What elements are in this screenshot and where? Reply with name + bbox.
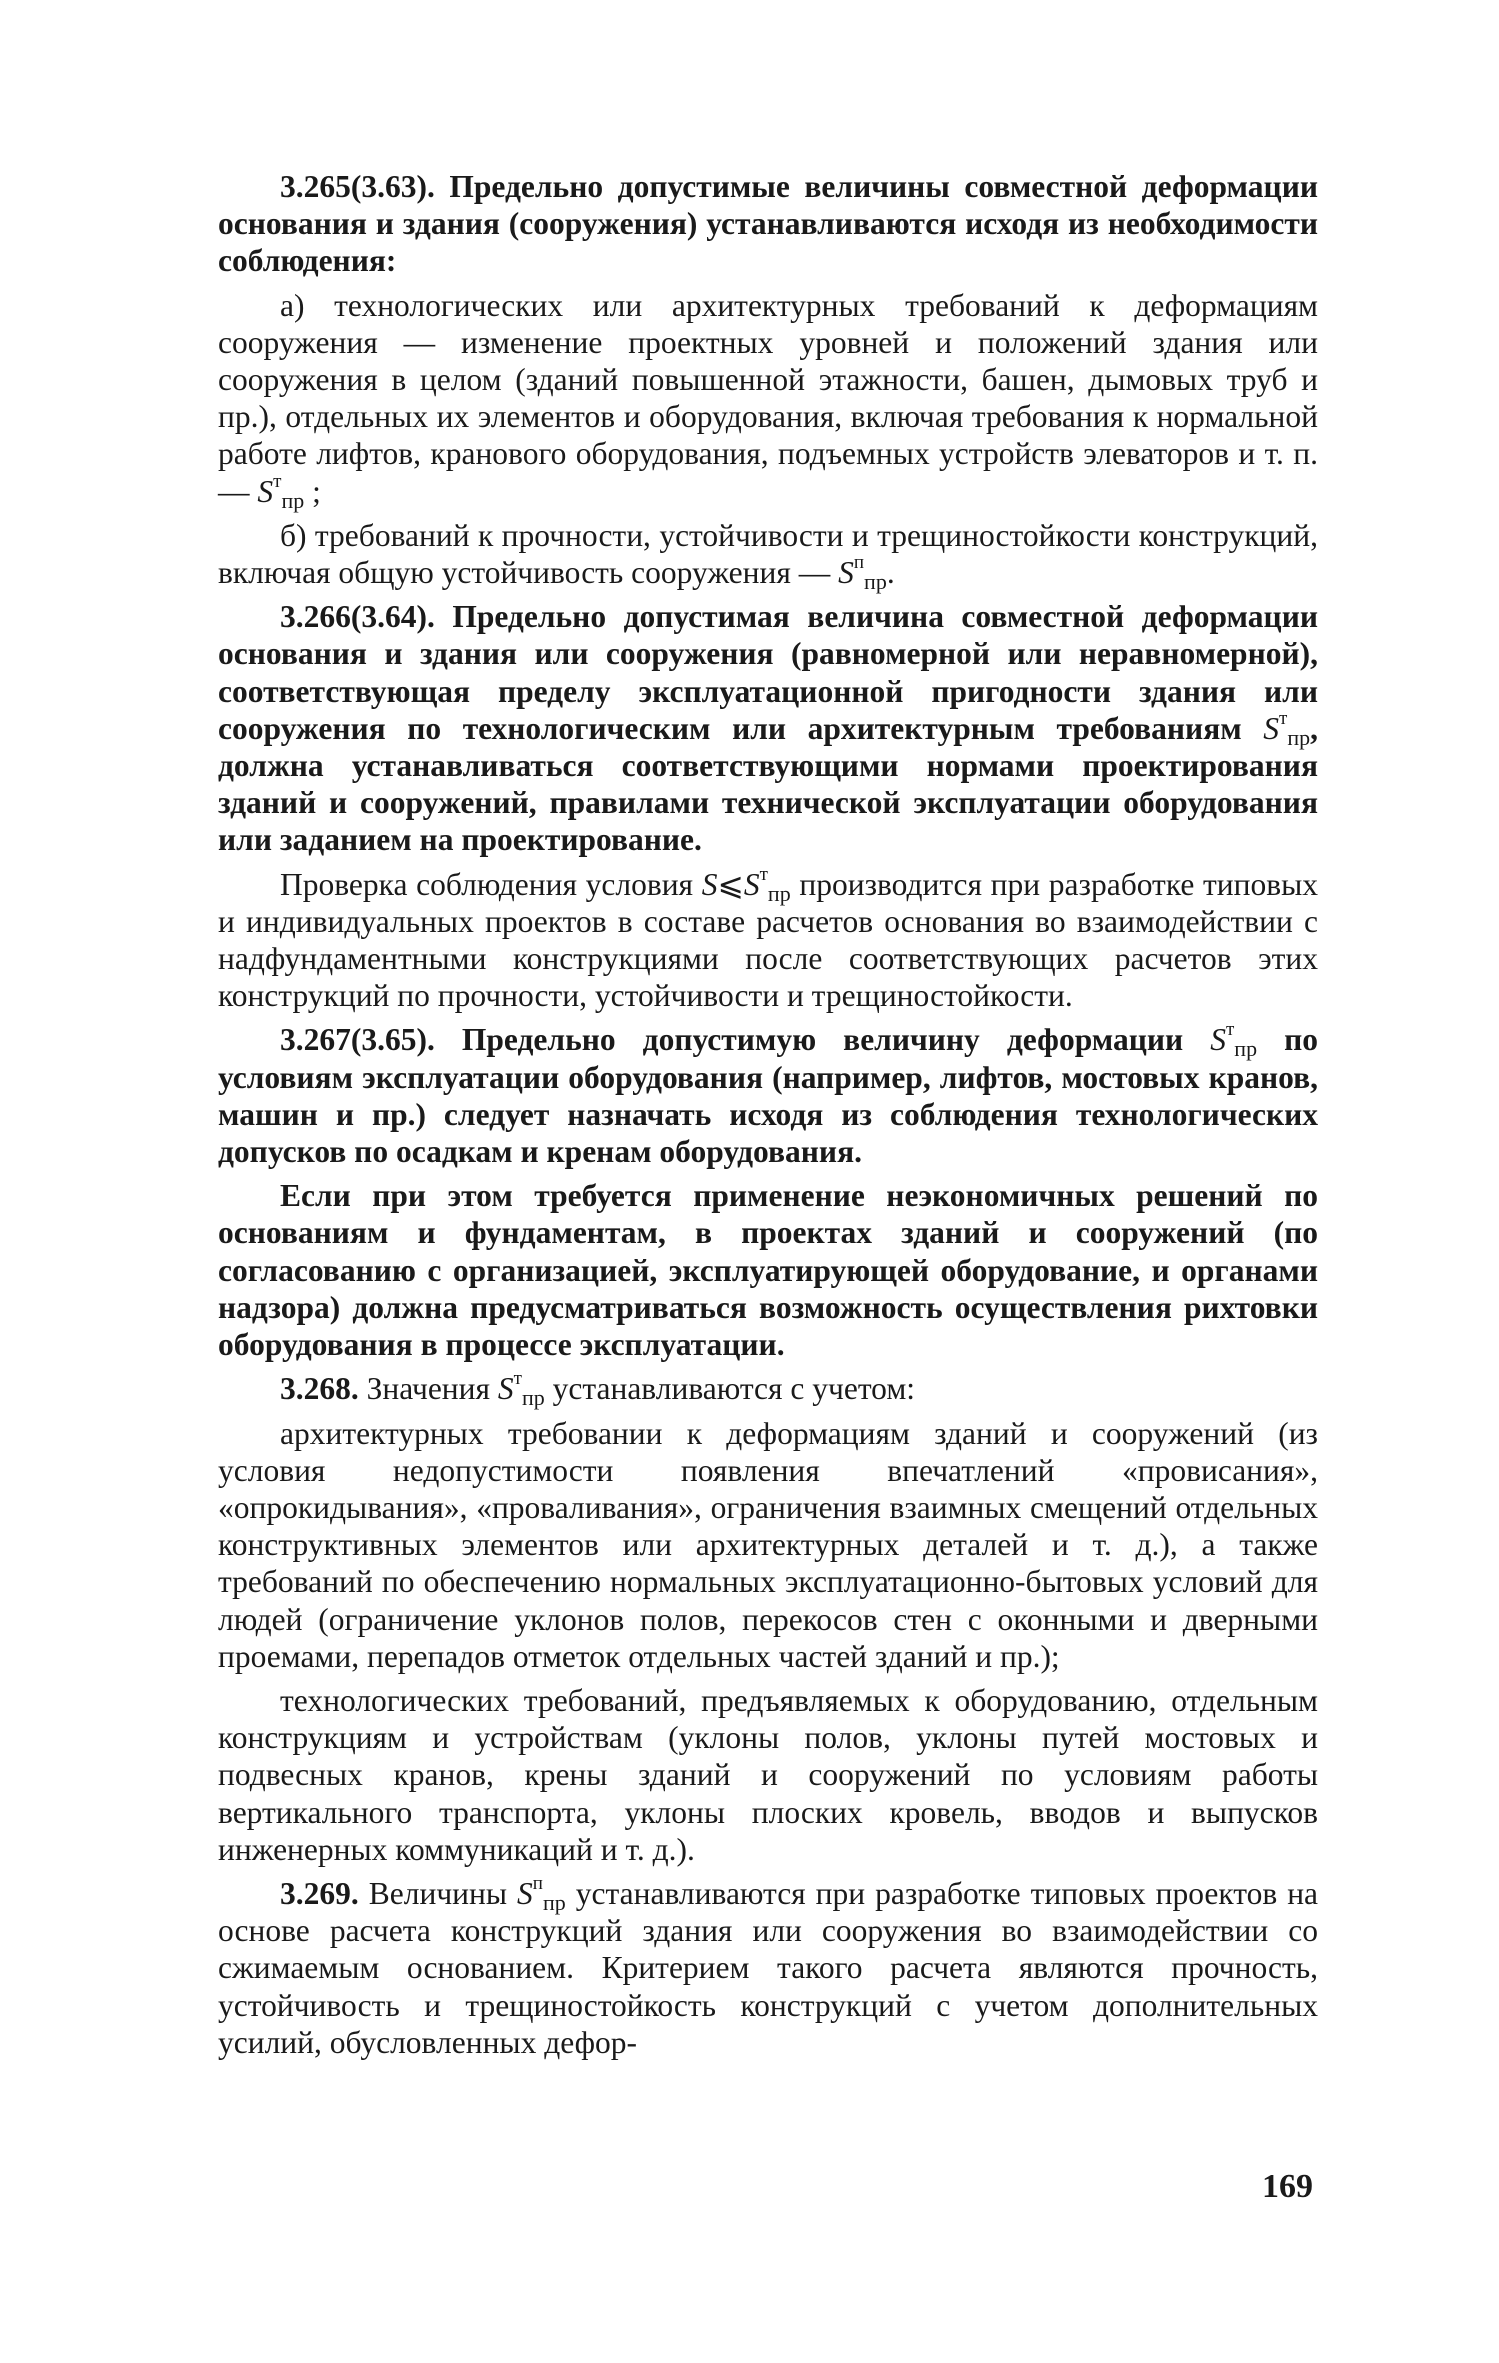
symbol-s-t-pr xyxy=(1210,1019,1258,1062)
symbol-sub: пр xyxy=(767,880,791,906)
symbol-sup: т xyxy=(759,863,768,885)
symbol-condition xyxy=(701,863,791,906)
paragraph-text: , должна устанавливаться соответствующими нормами проектирования зданий и сооружений, правилами технической эксплуатации оборудования или заданием на проектирование. xyxy=(218,710,1319,858)
paragraph-text: Проверка соблюдения условия xyxy=(280,866,694,902)
paragraph-end: ; xyxy=(312,473,321,509)
symbol-letter: S xyxy=(1210,1022,1226,1058)
symbol-sub: пр xyxy=(1287,724,1311,750)
document-page xyxy=(218,168,1318,2068)
symbol-s-p-pr xyxy=(838,552,887,595)
paragraph-3-265 xyxy=(218,168,1318,280)
symbol-sup: п xyxy=(853,552,865,574)
paragraph-architectural xyxy=(218,1415,1318,1675)
paragraph-item-a xyxy=(218,287,1318,513)
paragraph-end: . xyxy=(886,555,895,591)
paragraph-3-268 xyxy=(218,1368,1318,1411)
paragraph-text: Величины xyxy=(368,1875,508,1911)
symbol-sup: т xyxy=(1279,707,1288,729)
paragraph-text: устанавливаются при разработке типовых проектов на основе расчета конструкций здания или сооружения во взаимодействии со сжимаемым основанием. Критерием такого расчета являются прочность, устойчивость и трещиностойкость конструкций с учетом дополнительных усилий, обусловленных дефор- xyxy=(218,1875,1319,2060)
symbol-letter: S xyxy=(497,1371,514,1407)
symbol-leq: ⩽ xyxy=(717,866,744,902)
symbol-s-t-pr xyxy=(257,470,305,513)
symbol-s-p-pr xyxy=(517,1872,566,1915)
page-number: 169 xyxy=(1262,2168,1313,2205)
paragraph-3-266 xyxy=(218,598,1318,858)
paragraph-3-267 xyxy=(218,1021,1318,1170)
symbol-letter: S xyxy=(701,866,718,902)
paragraph-text: Значения xyxy=(366,1371,491,1407)
paragraph-text: 3.265(3.63). Предельно допустимые величины совместной деформации основания и здания (сооружения) устанавливаются исходя из необходимости соблюдения: xyxy=(218,169,1318,279)
paragraph-condition-check xyxy=(218,863,1319,1015)
paragraph-text: Если при этом требуется применение неэкономичных решений по основаниям и фундаментам, в проектах зданий и сооружений (по согласованию с организацией, эксплуатирующей оборудование, и органами надзора) должна предусматриваться возможность осуществления рихтовки оборудования в процессе эксплуатации. xyxy=(218,1178,1318,1363)
symbol-s-t-pr xyxy=(1263,707,1311,750)
symbol-sub: пр xyxy=(1234,1036,1258,1062)
paragraph-text: по условиям эксплуатации оборудования (например, лифтов, мостовых кранов, машин и пр.) следует назначать исходя из соблюдения технологических допусков по осадкам и кренам оборудования. xyxy=(218,1022,1319,1170)
symbol-sub: пр xyxy=(542,1889,566,1915)
paragraph-text: архитектурных требовании к деформациям зданий и сооружений (из условия недопустимости появления впечатлений «провисания», «опрокидывания», «проваливания», ограничения взаимных смещений отдельных конструктивных элементов или архитектурных деталей и т. д.), а также требований по обеспечению нормальных эксплуатационно-бытовых условий для людей (ограничение уклонов полов, перекосов стен с оконными и дверными проемами, перепадов отметок отдельных частей зданий и пр.); xyxy=(218,1415,1318,1674)
paragraph-text: производится при разработке типовых и индивидуальных проектов в составе расчетов основания во взаимодействии с надфундаментными конструкциями после соответствующих расчетов этих конструкций по прочности, устойчивости и трещиностойкости. xyxy=(218,866,1319,1014)
symbol-sup: т xyxy=(513,1368,522,1390)
paragraph-lead: 3.269. xyxy=(280,1875,359,1911)
symbol-sub: пр xyxy=(521,1385,545,1411)
paragraph-text: 3.267(3.65). Предельно допустимую величину деформации xyxy=(280,1022,1184,1058)
symbol-letter: S xyxy=(517,1875,533,1911)
paragraph-text: а) технологических или архитектурных требований к деформациям сооружения — изменение проектных уровней и положений здания или сооружения в целом (зданий повышенной этажности, башен, дымовых труб и пр.), отдельных их элементов и оборудования, включая требования к нормальной работе лифтов, кранового оборудования, подъемных устройств элеваторов и т. п. — xyxy=(218,287,1318,509)
paragraph-text: устанавливаются с учетом: xyxy=(552,1371,916,1407)
paragraph-item-b xyxy=(218,517,1318,595)
symbol-sub: пр xyxy=(864,569,887,595)
paragraph-lead: 3.268. xyxy=(280,1371,359,1407)
symbol-s-t-pr xyxy=(497,1368,545,1411)
symbol-sup: т xyxy=(273,470,282,492)
paragraph-rectification xyxy=(218,1177,1318,1363)
symbol-sub: пр xyxy=(281,487,305,513)
paragraph-text: технологических требований, предъявляемых к оборудованию, отдельным конструкциям и устройствам (уклоны полов, уклоны путей мостовых и подвесных кранов, крены зданий и сооружений по условиям работы вертикального транспорта, уклоны плоских кровель, вводов и выпусков инженерных коммуникаций и т. д.). xyxy=(218,1682,1318,1867)
symbol-letter: S xyxy=(838,555,854,591)
symbol-letter: S xyxy=(743,866,760,902)
symbol-letter: S xyxy=(257,473,274,509)
paragraph-3-269 xyxy=(218,1872,1319,2061)
paragraph-technological xyxy=(218,1682,1318,1868)
symbol-sup: т xyxy=(1225,1019,1235,1041)
paragraph-text: б) требований к прочности, устойчивости и трещиностойкости конструкций, включая общую устойчивость сооружения — xyxy=(218,517,1318,591)
symbol-sup: п xyxy=(532,1872,543,1894)
paragraph-text: 3.266(3.64). Предельно допустимая величина совместной деформации основания и здания или сооружения (равномерной или неравномерной), соответствующая пределу эксплуатационной пригодности здания или сооружения по технологическим или архитектурным требованиям xyxy=(218,599,1318,746)
symbol-letter: S xyxy=(1263,710,1280,746)
